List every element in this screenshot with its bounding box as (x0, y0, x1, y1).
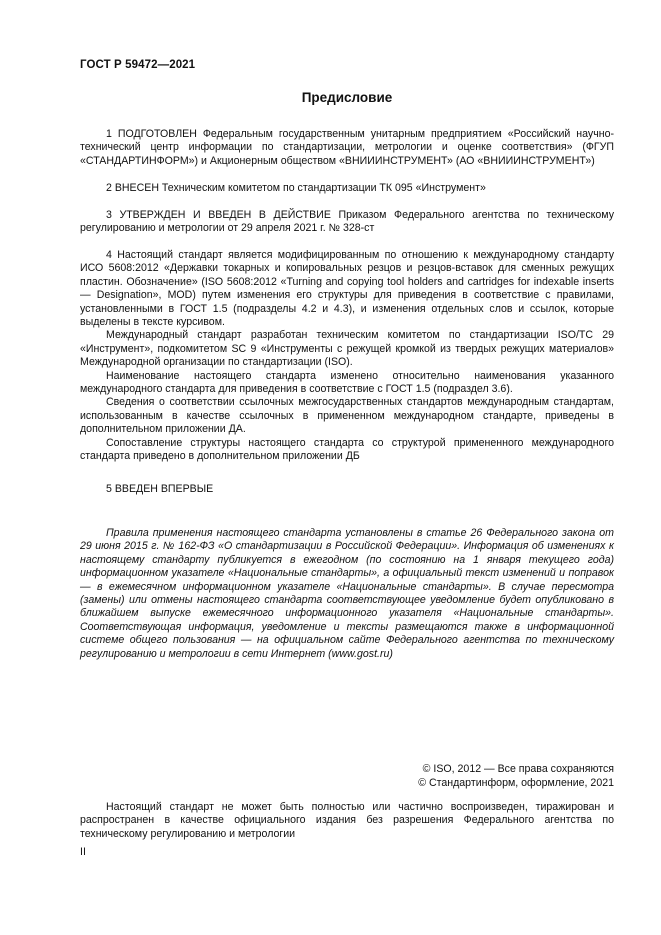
application-rules-note: Правила применения настоящего стандарта установлены в статье 26 Федерального закона от 29 июня 2015 г. № 162-ФЗ «О стандартизации в Российской Федерации». Информация об изменениях к настоящему стандарту публикуется в ежегодном (по состоянию на 1 января текущего года) информационном указателе «Национальные стандарты», а официальный текст изменений и поправок — в ежемесячном информационном указателе «Национальные стандарты». В случае пересмотра (замены) или отмены настоящего стандарта соответствующее уведомление будет опубликовано в ближайшем выпуске ежемесячного информационного указателя «Национальные стандарты». Соответствующая информация, уведомление и тексты размещаются также в информационной системе общего пользования — на официальном сайте Федерального агентства по техническому регулированию и метрологии в сети Интернет (www.gost.ru) (80, 527, 614, 660)
page-number: II (80, 846, 86, 858)
paragraph-submitted-by: 2 ВНЕСЕН Техническим комитетом по стандартизации ТК 095 «Инструмент» (106, 181, 486, 194)
paragraph-prepared-by: 1 ПОДГОТОВЛЕН Федеральным государственным унитарным предприятием «Российский научно-технический центр информации по стандартизации, метрологии и оценке соответствия» (ФГУП «СТАНДАРТИНФОРМ») и Акционерным обществом «ВНИИИНСТРУМЕНТ» (АО «ВНИИИНСТРУМЕНТ») (80, 128, 614, 167)
paragraph-introduced-first: 5 ВВЕДЕН ВПЕРВЫЕ (106, 483, 214, 496)
copyright-block (418, 762, 614, 790)
paragraph-references-info: Сведения о соответствии ссылочных межгосударственных стандартов международным стандартам, использованным в качестве ссылочных в примененном международном стандарте, приведены в дополнительном приложении ДА. (80, 396, 614, 436)
copyright-iso: © ISO, 2012 — Все права сохраняются (422, 763, 614, 775)
copyright-standartinform: © Стандартинформ, оформление, 2021 (418, 777, 614, 789)
reproduction-rights-notice: Настоящий стандарт не может быть полностью или частично воспроизведен, тиражирован и распространен в качестве официального издания без разрешения Федерального агентства по техническому регулированию и метрологии (80, 801, 614, 840)
standard-number-header: ГОСТ Р 59472—2021 (80, 59, 196, 71)
page-title: Предисловие (301, 90, 393, 105)
paragraph-approved: 3 УТВЕРЖДЕН И ВВЕДЕН В ДЕЙСТВИЕ Приказом Федерального агентства по техническому регулированию и метрологии от 29 апреля 2021 г. № 328-ст (80, 208, 614, 235)
paragraph-developer: Международный стандарт разработан техническим комитетом по стандартизации ISO/TC 29 «Инструмент», подкомитетом SC 9 «Инструменты с режущей кромкой из твердых режущих материалов» Международной организации по стандартизации (ISO). (80, 329, 614, 369)
paragraph-modification: 4 Настоящий стандарт является модифицированным по отношению к международному стандарту ИСО 5608:2012 «Державки токарных и копировальных резцов и резцов-вставок для сменных режущих пластин. Обозначение» (ISO 5608:2012 «Turning and copying tool holders and cartridges for indexable inserts — Designation», MOD) путем изменения его структуры для приведения в соответствие с правилами, установленными в ГОСТ 1.5 (подразделы 4.2 и 4.3), и изменения отдельных слов и ссылок, которые выделены в тексте курсивом. (80, 248, 614, 328)
paragraph-name-change: Наименование настоящего стандарта изменено относительно наименования указанного международного стандарта для приведения в соответствие с ГОСТ 1.5 (подраздел 3.6). (80, 369, 614, 395)
preface-body (80, 128, 614, 497)
paragraph-structure-comparison: Сопоставление структуры настоящего стандарта со структурой примененного международного стандарта приведено в дополнительном приложении ДБ (80, 436, 614, 463)
